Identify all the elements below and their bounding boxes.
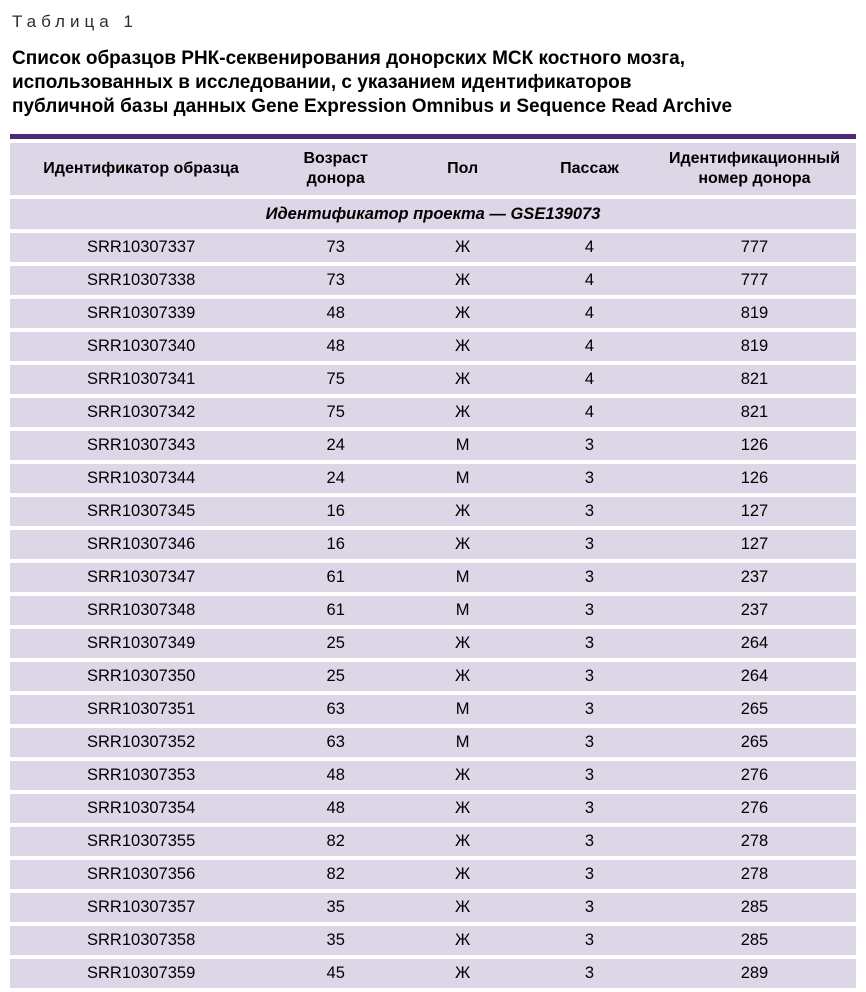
passage-cell: 3 bbox=[526, 959, 653, 988]
table-row bbox=[10, 629, 856, 658]
sample-id-cell: SRR10307346 bbox=[10, 530, 272, 559]
sample-id-cell: SRR10307349 bbox=[10, 629, 272, 658]
sample-id-cell: SRR10307359 bbox=[10, 959, 272, 988]
sex-cell: Ж bbox=[399, 398, 526, 427]
caption-line: использованных в исследовании, с указанием идентификаторов bbox=[12, 72, 632, 93]
sample-id-cell: SRR10307356 bbox=[10, 860, 272, 889]
sex-cell: Ж bbox=[399, 299, 526, 328]
donor-age-cell: 48 bbox=[272, 794, 399, 823]
table-row bbox=[10, 497, 856, 526]
passage-cell: 3 bbox=[526, 860, 653, 889]
table-caption bbox=[12, 47, 856, 119]
donor-age-cell: 25 bbox=[272, 629, 399, 658]
passage-cell: 3 bbox=[526, 563, 653, 592]
donor-number-cell: 265 bbox=[653, 695, 856, 724]
passage-cell: 3 bbox=[526, 761, 653, 790]
donor-age-cell: 16 bbox=[272, 530, 399, 559]
donor-number-cell: 237 bbox=[653, 596, 856, 625]
project-group-label: Идентификатор проекта — GSE139073 bbox=[10, 199, 856, 229]
table-row bbox=[10, 728, 856, 757]
table-row bbox=[10, 398, 856, 427]
caption-line: публичной базы данных Gene Expression Omnibus и Sequence Read Archive bbox=[12, 96, 733, 117]
sample-id-cell: SRR10307358 bbox=[10, 926, 272, 955]
donor-age-cell: 73 bbox=[272, 266, 399, 295]
sample-id-cell: SRR10307348 bbox=[10, 596, 272, 625]
column-header-sample-id: Идентификатор образца bbox=[10, 143, 272, 195]
sample-id-cell: SRR10307337 bbox=[10, 233, 272, 262]
donor-age-cell: 61 bbox=[272, 596, 399, 625]
donor-number-cell: 777 bbox=[653, 233, 856, 262]
passage-cell: 3 bbox=[526, 497, 653, 526]
table-row bbox=[10, 563, 856, 592]
project-group-row bbox=[10, 199, 856, 229]
passage-cell: 4 bbox=[526, 266, 653, 295]
table-row bbox=[10, 431, 856, 460]
sample-id-cell: SRR10307354 bbox=[10, 794, 272, 823]
sample-id-cell: SRR10307350 bbox=[10, 662, 272, 691]
sample-id-cell: SRR10307339 bbox=[10, 299, 272, 328]
table-row bbox=[10, 761, 856, 790]
table-number-label: Таблица 1 bbox=[12, 12, 138, 31]
sex-cell: Ж bbox=[399, 365, 526, 394]
donor-age-cell: 35 bbox=[272, 893, 399, 922]
passage-cell: 4 bbox=[526, 299, 653, 328]
sex-cell: Ж bbox=[399, 332, 526, 361]
passage-cell: 4 bbox=[526, 332, 653, 361]
sex-cell: М bbox=[399, 695, 526, 724]
column-header-sex: Пол bbox=[399, 143, 526, 195]
sex-cell: Ж bbox=[399, 761, 526, 790]
donor-number-cell: 819 bbox=[653, 332, 856, 361]
table-row bbox=[10, 464, 856, 493]
donor-age-cell: 16 bbox=[272, 497, 399, 526]
passage-cell: 3 bbox=[526, 794, 653, 823]
sex-cell: Ж bbox=[399, 662, 526, 691]
table-row bbox=[10, 827, 856, 856]
donor-number-cell: 285 bbox=[653, 926, 856, 955]
donor-age-cell: 82 bbox=[272, 827, 399, 856]
donor-age-cell: 24 bbox=[272, 464, 399, 493]
donor-age-cell: 63 bbox=[272, 728, 399, 757]
table-row bbox=[10, 365, 856, 394]
sample-id-cell: SRR10307353 bbox=[10, 761, 272, 790]
donor-number-cell: 127 bbox=[653, 530, 856, 559]
donor-number-cell: 126 bbox=[653, 431, 856, 460]
donor-age-cell: 25 bbox=[272, 662, 399, 691]
sex-cell: Ж bbox=[399, 233, 526, 262]
sample-id-cell: SRR10307355 bbox=[10, 827, 272, 856]
donor-number-cell: 289 bbox=[653, 959, 856, 988]
donor-number-cell: 237 bbox=[653, 563, 856, 592]
sample-id-cell: SRR10307347 bbox=[10, 563, 272, 592]
donor-age-cell: 61 bbox=[272, 563, 399, 592]
table-row bbox=[10, 893, 856, 922]
donor-number-cell: 127 bbox=[653, 497, 856, 526]
column-header-passage: Пассаж bbox=[526, 143, 653, 195]
table-row bbox=[10, 695, 856, 724]
table-row bbox=[10, 860, 856, 889]
table-row bbox=[10, 266, 856, 295]
donor-number-cell: 819 bbox=[653, 299, 856, 328]
donor-number-cell: 264 bbox=[653, 629, 856, 658]
sample-id-cell: SRR10307344 bbox=[10, 464, 272, 493]
table-row bbox=[10, 299, 856, 328]
donor-age-cell: 75 bbox=[272, 398, 399, 427]
samples-table bbox=[10, 134, 856, 992]
donor-number-cell: 126 bbox=[653, 464, 856, 493]
donor-age-cell: 75 bbox=[272, 365, 399, 394]
passage-cell: 3 bbox=[526, 530, 653, 559]
sex-cell: Ж bbox=[399, 926, 526, 955]
passage-cell: 3 bbox=[526, 695, 653, 724]
passage-cell: 3 bbox=[526, 629, 653, 658]
donor-age-cell: 35 bbox=[272, 926, 399, 955]
donor-number-cell: 821 bbox=[653, 365, 856, 394]
table-row bbox=[10, 233, 856, 262]
donor-number-cell: 264 bbox=[653, 662, 856, 691]
sex-cell: Ж bbox=[399, 827, 526, 856]
donor-age-cell: 63 bbox=[272, 695, 399, 724]
passage-cell: 3 bbox=[526, 728, 653, 757]
donor-age-cell: 24 bbox=[272, 431, 399, 460]
passage-cell: 3 bbox=[526, 662, 653, 691]
passage-cell: 4 bbox=[526, 233, 653, 262]
sex-cell: Ж bbox=[399, 530, 526, 559]
sex-cell: М bbox=[399, 563, 526, 592]
passage-cell: 4 bbox=[526, 398, 653, 427]
passage-cell: 3 bbox=[526, 431, 653, 460]
sex-cell: Ж bbox=[399, 794, 526, 823]
header-row bbox=[10, 143, 856, 195]
sex-cell: Ж bbox=[399, 266, 526, 295]
table-row bbox=[10, 662, 856, 691]
donor-age-cell: 48 bbox=[272, 332, 399, 361]
passage-cell: 3 bbox=[526, 893, 653, 922]
table-row bbox=[10, 926, 856, 955]
sex-cell: Ж bbox=[399, 629, 526, 658]
donor-number-cell: 278 bbox=[653, 860, 856, 889]
table-row bbox=[10, 530, 856, 559]
donor-number-cell: 276 bbox=[653, 794, 856, 823]
sex-cell: М bbox=[399, 728, 526, 757]
donor-number-cell: 821 bbox=[653, 398, 856, 427]
passage-cell: 3 bbox=[526, 926, 653, 955]
column-header-donor-age: Возраст донора bbox=[272, 143, 399, 195]
sex-cell: Ж bbox=[399, 497, 526, 526]
donor-number-cell: 265 bbox=[653, 728, 856, 757]
donor-number-cell: 777 bbox=[653, 266, 856, 295]
sample-id-cell: SRR10307340 bbox=[10, 332, 272, 361]
donor-age-cell: 48 bbox=[272, 299, 399, 328]
passage-cell: 3 bbox=[526, 827, 653, 856]
donor-age-cell: 73 bbox=[272, 233, 399, 262]
column-header-donor-number: Идентификационный номер донора bbox=[653, 143, 856, 195]
sex-cell: Ж bbox=[399, 893, 526, 922]
sample-id-cell: SRR10307341 bbox=[10, 365, 272, 394]
sex-cell: Ж bbox=[399, 959, 526, 988]
table-row bbox=[10, 332, 856, 361]
table-row bbox=[10, 596, 856, 625]
sample-id-cell: SRR10307338 bbox=[10, 266, 272, 295]
sex-cell: М bbox=[399, 596, 526, 625]
passage-cell: 4 bbox=[526, 365, 653, 394]
sex-cell: М bbox=[399, 431, 526, 460]
sample-id-cell: SRR10307351 bbox=[10, 695, 272, 724]
passage-cell: 3 bbox=[526, 464, 653, 493]
sex-cell: М bbox=[399, 464, 526, 493]
passage-cell: 3 bbox=[526, 596, 653, 625]
sample-id-cell: SRR10307352 bbox=[10, 728, 272, 757]
sample-id-cell: SRR10307342 bbox=[10, 398, 272, 427]
caption-line: Список образцов РНК-секвенирования донорских МСК костного мозга, bbox=[12, 48, 685, 69]
sex-cell: Ж bbox=[399, 860, 526, 889]
donor-age-cell: 48 bbox=[272, 761, 399, 790]
donor-age-cell: 45 bbox=[272, 959, 399, 988]
donor-number-cell: 276 bbox=[653, 761, 856, 790]
donor-number-cell: 278 bbox=[653, 827, 856, 856]
donor-age-cell: 82 bbox=[272, 860, 399, 889]
sample-id-cell: SRR10307343 bbox=[10, 431, 272, 460]
table-row bbox=[10, 959, 856, 988]
sample-id-cell: SRR10307357 bbox=[10, 893, 272, 922]
table-body bbox=[10, 233, 856, 988]
table-row bbox=[10, 794, 856, 823]
sample-id-cell: SRR10307345 bbox=[10, 497, 272, 526]
donor-number-cell: 285 bbox=[653, 893, 856, 922]
